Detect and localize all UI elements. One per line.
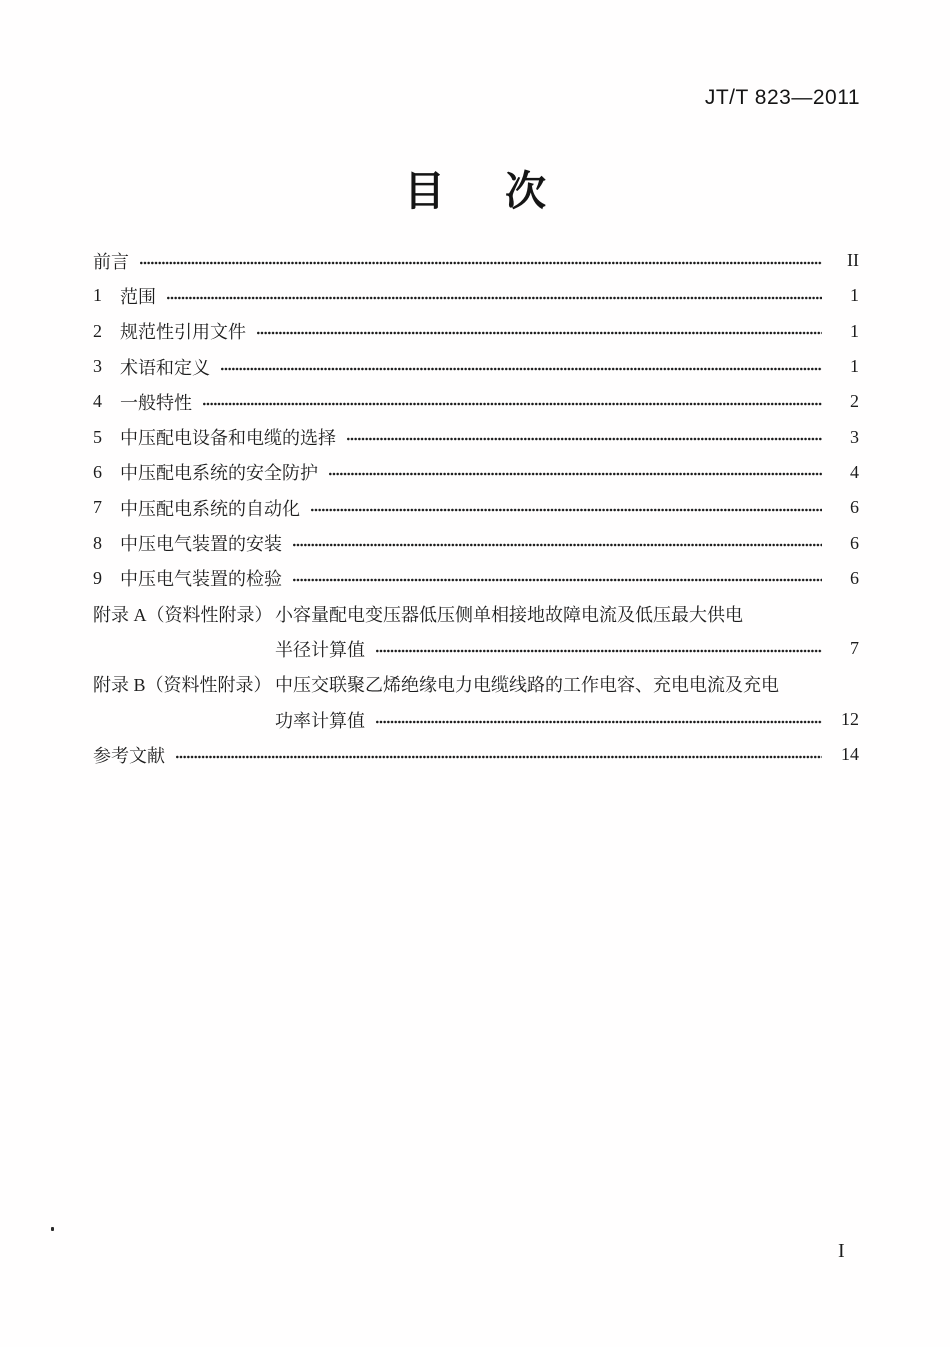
toc-row-3 [93, 349, 859, 384]
entry-number: 7 [93, 497, 102, 518]
dot-leader [376, 649, 822, 653]
dot-leader [167, 296, 822, 300]
entry-label: 一般特性 [120, 392, 192, 413]
dot-leader [203, 402, 822, 406]
entry-label: 参考文献 [93, 745, 165, 766]
toc-row-appendix-a-line2 [93, 631, 859, 666]
entry-number: 6 [93, 461, 102, 482]
entry-label: 前言 [93, 251, 129, 272]
entry-number: 5 [93, 426, 102, 447]
entry-label: 规范性引用文件 [120, 322, 246, 343]
entry-page-number: 12 [841, 709, 859, 729]
appendix-prefix: 附录 B（资料性附录） [93, 675, 272, 696]
dot-leader [221, 367, 822, 371]
entry-page-number: 1 [850, 285, 859, 306]
page-title-text: 目次 [404, 168, 606, 214]
toc-row-foreword [93, 243, 859, 278]
standard-number: JT/T 823—2011 [704, 86, 860, 109]
dot-leader [347, 437, 822, 441]
dot-leader [293, 578, 822, 582]
entry-number: 4 [93, 391, 102, 412]
toc-row-1 [93, 278, 859, 313]
entry-label: 中压电气装置的检验 [120, 569, 282, 590]
entry-label: 范围 [120, 286, 156, 307]
toc-row-4 [93, 384, 859, 419]
appendix-title-line1: 中压交联聚乙烯绝缘电力电缆线路的工作电容、充电电流及充电 [275, 675, 779, 696]
appendix-title-line1: 小容量配电变压器低压侧单相接地故障电流及低压最大供电 [275, 604, 743, 625]
toc-row-2 [93, 314, 859, 349]
entry-page-number: 14 [841, 744, 859, 765]
dot-leader [293, 543, 822, 547]
entry-page-number: 6 [850, 532, 859, 553]
entry-page-number: 6 [850, 497, 859, 518]
entry-number: 3 [93, 356, 102, 377]
entry-page-number: 6 [850, 567, 859, 588]
entry-label: 中压配电系统的安全防护 [120, 463, 318, 484]
dot-leader [257, 331, 822, 335]
dot-leader [176, 755, 822, 759]
toc-row-5 [93, 419, 859, 454]
entry-number: 1 [93, 285, 102, 306]
entry-number: 2 [93, 320, 102, 341]
entry-number: 8 [93, 532, 102, 553]
toc-row-appendix-b-line1 [93, 667, 859, 702]
entry-label: 术语和定义 [120, 357, 210, 378]
toc-row-7 [93, 490, 859, 525]
entry-page-number: 1 [850, 320, 859, 341]
entry-number: 9 [93, 567, 102, 588]
entry-page-number: 2 [850, 391, 859, 412]
entry-page-number: 4 [850, 461, 859, 482]
dot-leader [329, 472, 822, 476]
entry-label: 中压电气装置的安装 [120, 534, 282, 555]
dot-leader [376, 720, 822, 724]
appendix-prefix: 附录 A（资料性附录） [93, 604, 273, 625]
entry-page-number: 1 [850, 356, 859, 377]
entry-page-number: II [847, 250, 859, 271]
entry-label: 中压配电系统的自动化 [120, 498, 300, 519]
table-of-contents [93, 243, 859, 772]
entry-page-number: 3 [850, 426, 859, 447]
entry-page-number: 7 [850, 638, 859, 659]
toc-row-appendix-a-line1 [93, 596, 859, 631]
toc-row-6 [93, 455, 859, 490]
toc-row-8 [93, 525, 859, 560]
appendix-title-line2: 半径计算值 [275, 639, 365, 660]
entry-label: 中压配电设备和电缆的选择 [120, 428, 336, 449]
dot-leader [140, 261, 822, 265]
dot-leader [311, 508, 822, 512]
toc-row-9 [93, 561, 859, 596]
toc-row-appendix-b-line2 [93, 702, 859, 737]
scan-speck [51, 1227, 54, 1231]
toc-row-references [93, 737, 859, 772]
footer-page-number: I [838, 1240, 845, 1262]
page-title [0, 158, 950, 217]
appendix-title-line2: 功率计算值 [275, 710, 365, 731]
